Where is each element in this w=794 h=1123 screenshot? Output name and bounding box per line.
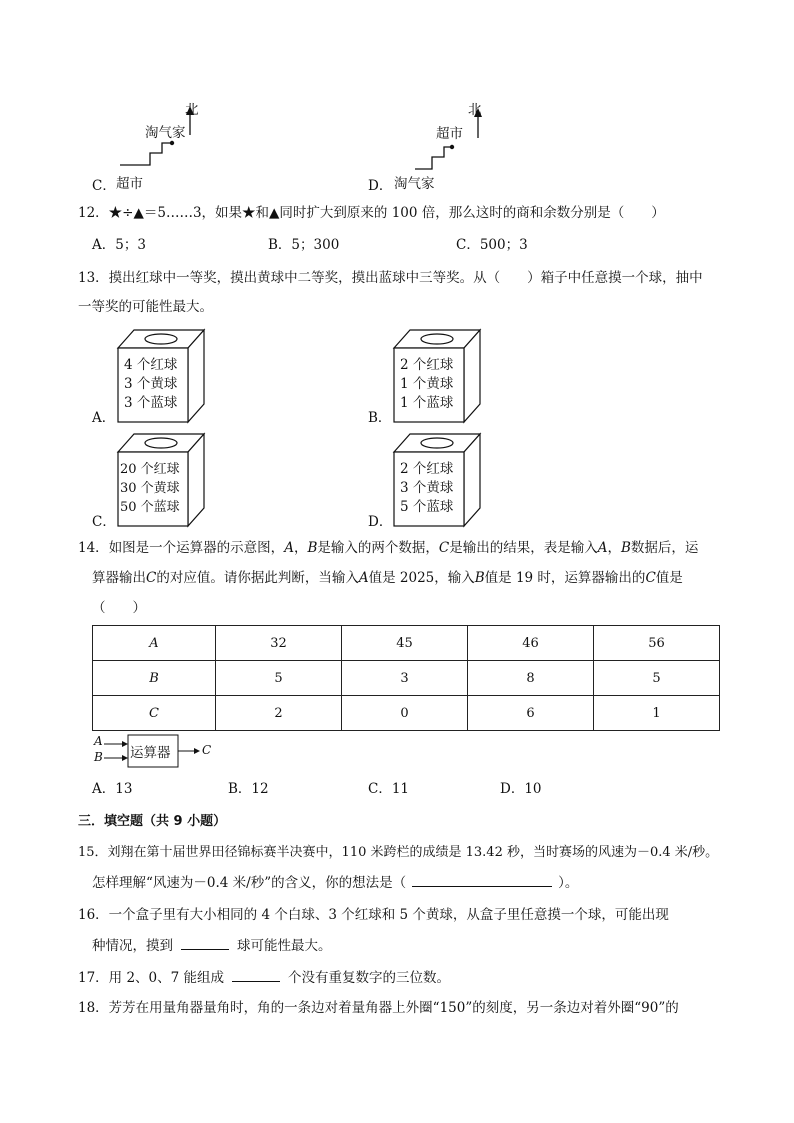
box-c-contents [120,460,180,517]
q12-option-c[interactable]: C．500；3 [456,237,528,253]
output-c-label: C [202,743,212,757]
table-cell: 8 [468,661,594,696]
supermarket-label: 超市 [116,176,143,192]
q15-line1: 15．刘翔在第十届世界田径锦标赛半决赛中，110 米跨栏的成绩是 13.42 秒，当时赛场的风速为－0.4 米/秒。 [78,845,719,860]
table-cell: 32 [216,626,342,661]
answer-blank[interactable] [181,935,229,950]
q17-line: 17．用 2、0、7 能组成 个没有重复数字的三位数。 [78,967,450,988]
q15-line2: 怎样理解“风速为－0.4 米/秒”的含义，你的想法是（ ）。 [92,872,578,893]
box-d-red: 2 个红球 [400,461,454,477]
table-cell: 2 [216,696,342,731]
q12-stem: 12．★÷▲＝5……3，如果★和▲同时扩大到原来的 100 倍，那么这时的商和余数分别是（ ） [78,205,665,221]
box-b-blue: 1 个蓝球 [400,395,454,411]
q16-line1: 16．一个盒子里有大小相同的 4 个白球、3 个红球和 5 个黄球，从盒子里任意摸一个球，可能出现 [78,907,669,923]
table-cell: 45 [342,626,468,661]
answer-blank[interactable] [232,967,280,982]
box-a-yellow: 3 个黄球 [124,376,178,392]
input-b-label: B [94,750,103,764]
q12-option-a[interactable]: A．5；3 [92,237,146,253]
box-a-contents [124,356,177,413]
table-cell: 5 [216,661,342,696]
calculator-table [92,625,720,731]
answer-blank[interactable] [412,872,552,887]
home-label: 淘气家 [394,176,435,192]
q14-option-c[interactable]: C．11 [368,781,410,797]
row-head-a: A [93,626,216,661]
box-a-blue: 3 个蓝球 [124,395,178,411]
north-label: 北 [185,102,199,118]
box-b-yellow: 1 个黄球 [400,376,454,392]
box-d-yellow: 3 个黄球 [400,480,454,496]
row-head-c: C [93,696,216,731]
q14-option-d[interactable]: D．10 [500,781,542,797]
option-a-label: A． [92,410,116,426]
q14-stem-line1: 14．如图是一个运算器的示意图，A，B是输入的两个数据，C是输出的结果，表是输入A，B数据后，运 [78,540,699,556]
supermarket-label: 超市 [436,126,463,142]
box-c-blue: 50 个蓝球 [120,500,180,515]
q14-stem-line2: 算器输出C的对应值。请你据此判断，当输入A值是 2025，输入B值是 19 时，运算器输出的C值是 [92,570,683,586]
box-b-contents [400,356,453,413]
box-c-red: 20 个红球 [120,462,180,477]
table-cell: 0 [342,696,468,731]
box-c-yellow: 30 个黄球 [120,481,180,496]
input-a-label: A [94,734,103,748]
home-label: 淘气家 [145,125,186,141]
box-d-blue: 5 个蓝球 [400,499,454,515]
option-b-label: B． [368,410,392,426]
q18-line1: 18．芳芳在用量角器量角时，角的一条边对着量角器上外圈“150”的刻度，另一条边对着外圈“90”的 [78,1000,679,1016]
table-cell: 56 [594,626,720,661]
table-cell: 3 [342,661,468,696]
q14-answer-paren: （ ） [92,600,146,616]
q14-option-a[interactable]: A．13 [92,781,133,797]
table-cell: 1 [594,696,720,731]
row-head-b: B [93,661,216,696]
machine-label: 运算器 [130,745,171,761]
option-d-label: D． [368,178,393,194]
table-cell: 46 [468,626,594,661]
table-row [93,661,720,696]
q13-stem-line1: 13．摸出红球中一等奖，摸出黄球中二等奖，摸出蓝球中三等奖。从（ ）箱子中任意摸一个球，抽中 [78,270,703,286]
box-a-red: 4 个红球 [124,357,178,373]
q12-option-b[interactable]: B．5；300 [268,237,340,253]
section-heading: 三．填空题（共 9 小题） [78,814,227,829]
box-b-red: 2 个红球 [400,357,454,373]
table-row [93,696,720,731]
table-row [93,626,720,661]
q13-stem-line2: 一等奖的可能性最大。 [78,299,213,315]
box-d-contents [400,460,453,517]
north-label: 北 [468,102,482,118]
q14-option-b[interactable]: B．12 [228,781,269,797]
option-c-label: C． [92,178,116,194]
option-c-label: C． [92,514,116,530]
table-cell: 6 [468,696,594,731]
option-d-label: D． [368,514,393,530]
q16-line2: 种情况，摸到 球可能性最大。 [92,935,332,956]
table-cell: 5 [594,661,720,696]
